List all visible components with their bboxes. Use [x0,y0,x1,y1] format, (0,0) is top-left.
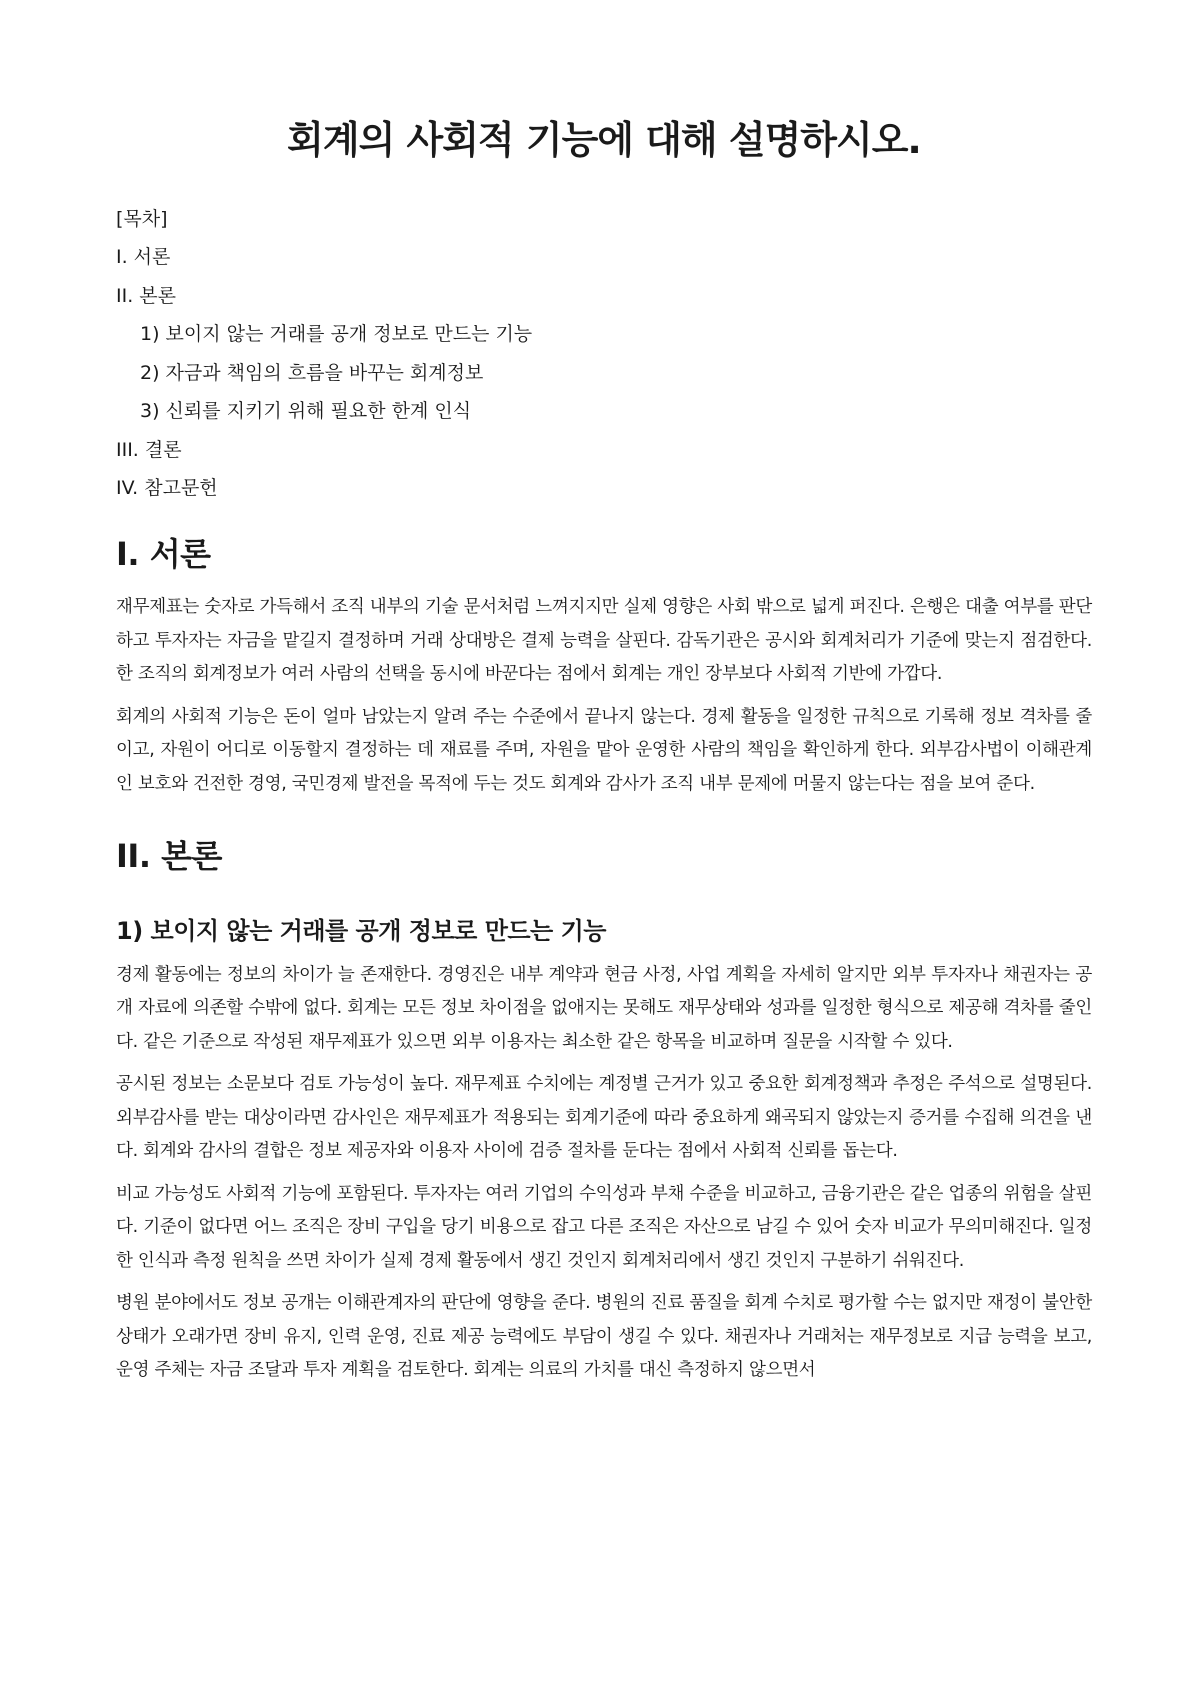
toc-item-conclusion: III. 결론 [116,438,182,461]
toc-item-body: II. 본론 [116,284,176,307]
intro-section [116,534,1092,802]
toc-item-body-2: 2) 자금과 책임의 흐름을 바꾸는 회계정보 [140,361,484,384]
spacer [116,894,1092,916]
document-title: 회계의 사회적 기능에 대해 설명하시오. [287,118,921,162]
intro-paragraph-1: 재무제표는 숫자로 가득해서 조직 내부의 기술 문서처럼 느껴지지만 실제 영향은 사회 밖으로 넓게 퍼진다. 은행은 대출 여부를 판단하고 투자자는 자금을 맡길지 결정하며 거래 상대방은 결제 능력을 살핀다. 감독기관은 공시와 회계처리가 기준에 맞는지 점검한다. 한 조직의 회계정보가 여러 사람의 선택을 동시에 바꾼다는 점에서 회계는 개인 장부보다 사회적 기반에 가깝다. [116,597,1092,685]
body-heading: II. 본론 [116,837,222,876]
intro-paragraph-2: 회계의 사회적 기능은 돈이 얼마 남았는지 알려 주는 수준에서 끝나지 않는다. 경제 활동을 일정한 규칙으로 기록해 정보 격차를 줄이고, 자원이 어디로 이동할지 결정하는 데 재료를 주며, 자원을 맡아 운영한 사람의 책임을 확인하게 한다. 외부감사법이 이해관계인 보호와 건전한 경영, 국민경제 발전을 목적에 두는 것도 회계와 감사가 조직 내부 문제에 머물지 않는다는 점을 보여 준다. [116,706,1092,794]
body-paragraph-4: 병원 분야에서도 정보 공개는 이해관계자의 판단에 영향을 준다. 병원의 진료 품질을 회계 수치로 평가할 수는 없지만 재정이 불안한 상태가 오래가면 장비 유지, 인력 운영, 진료 제공 능력에도 부담이 생길 수 있다. 채권자나 거래처는 재무정보로 지급 능력을 보고, 운영 주체는 자금 조달과 투자 계획을 검토한다. 회계는 의료의 가치를 대신 측정하지 않으면서 [116,1293,1092,1381]
toc-item-intro: I. 서론 [116,246,171,269]
intro-heading: I. 서론 [116,534,211,573]
body-paragraph-3: 비교 가능성도 사회적 기능에 포함된다. 투자자는 여러 기업의 수익성과 부채 수준을 비교하고, 금융기관은 같은 업종의 위험을 살핀다. 기준이 없다면 어느 조직은 장비 구입을 당기 비용으로 잡고 다른 조직은 자산으로 남길 수 있어 숫자 비교가 무의미해진다. 일정한 인식과 측정 원칙을 쓰면 차이가 실제 경제 활동에서 생긴 것인지 회계처리에서 생긴 것인지 구분하기 쉬워진다. [116,1183,1092,1271]
table-of-contents [116,200,1092,508]
toc-item-references: IV. 참고문헌 [116,477,218,500]
body-subsection-1-heading: 1) 보이지 않는 거래를 공개 정보로 만드는 기능 [116,916,606,945]
toc-item-body-3: 3) 신뢰를 지키기 위해 필요한 한계 인식 [140,400,472,423]
body-section [116,836,1092,1388]
toc-heading: [목차] [116,207,168,230]
body-paragraph-2: 공시된 정보는 소문보다 검토 가능성이 높다. 재무제표 수치에는 계정별 근거가 있고 중요한 회계정책과 추정은 주석으로 설명된다. 외부감사를 받는 대상이라면 감사인은 재무제표가 적용되는 회계기준에 따라 중요하게 왜곡되지 않았는지 증거를 수집해 의견을 낸다. 회계와 감사의 결합은 정보 제공자와 이용자 사이에 검증 절차를 둔다는 점에서 사회적 신뢰를 돕는다. [116,1074,1092,1162]
body-paragraph-1: 경제 활동에는 정보의 차이가 늘 존재한다. 경영진은 내부 계약과 현금 사정, 사업 계획을 자세히 알지만 외부 투자자나 채권자는 공개 자료에 의존할 수밖에 없다. 회계는 모든 정보 차이점을 없애지는 못해도 재무상태와 성과를 일정한 형식으로 제공해 격차를 줄인다. 같은 기준으로 작성된 재무제표가 있으면 외부 이용자는 최소한 같은 항목을 비교하며 질문을 시작할 수 있다. [116,964,1092,1052]
toc-item-body-1: 1) 보이지 않는 거래를 공개 정보로 만드는 기능 [140,323,533,346]
spacer [116,810,1092,836]
